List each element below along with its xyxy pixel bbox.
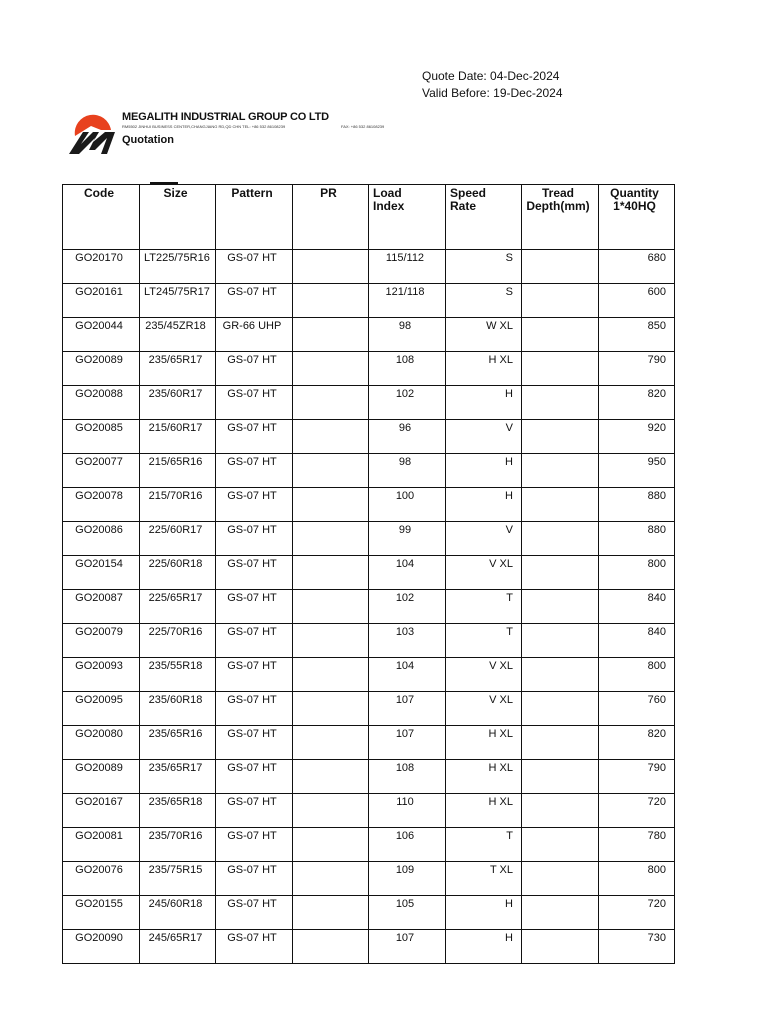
cell-pr <box>293 828 369 862</box>
cell-pr <box>293 556 369 590</box>
cell-pr <box>293 522 369 556</box>
cell-pattern: GS-07 HT <box>216 760 293 794</box>
cell-load-index: 107 <box>369 692 446 726</box>
cell-pattern: GS-07 HT <box>216 352 293 386</box>
company-address: RM5502 JINHUI BUSINESS CENTER,CHANGJIANG RD,QD CHN TEL: +86 532 86108239 <box>122 124 286 129</box>
cell-size: 235/60R17 <box>140 386 216 420</box>
quotation-table <box>62 184 675 964</box>
cell-load-index: 102 <box>369 590 446 624</box>
cell-size: 235/65R17 <box>140 352 216 386</box>
cell-pr <box>293 488 369 522</box>
cell-tread-depth <box>522 488 599 522</box>
cell-quantity: 800 <box>599 556 675 590</box>
cell-quantity: 880 <box>599 488 675 522</box>
cell-tread-depth <box>522 692 599 726</box>
cell-load-index: 99 <box>369 522 446 556</box>
cell-size: 225/60R18 <box>140 556 216 590</box>
cell-code: GO20095 <box>63 692 140 726</box>
cell-code: GO20170 <box>63 250 140 284</box>
cell-speed-rate: S <box>446 250 522 284</box>
cell-pattern: GS-07 HT <box>216 624 293 658</box>
header-load-index: Load Index <box>369 185 446 250</box>
cell-size: 225/60R17 <box>140 522 216 556</box>
cell-pattern: GS-07 HT <box>216 862 293 896</box>
table-row <box>63 420 675 454</box>
table-row <box>63 624 675 658</box>
cell-pattern: GS-07 HT <box>216 522 293 556</box>
cell-speed-rate: T XL <box>446 862 522 896</box>
cell-quantity: 720 <box>599 896 675 930</box>
cell-pr <box>293 794 369 828</box>
cell-speed-rate: V XL <box>446 556 522 590</box>
cell-size: 215/60R17 <box>140 420 216 454</box>
cell-load-index: 105 <box>369 896 446 930</box>
cell-code: GO20080 <box>63 726 140 760</box>
cell-tread-depth <box>522 726 599 760</box>
table-row <box>63 352 675 386</box>
cell-tread-depth <box>522 828 599 862</box>
cell-load-index: 109 <box>369 862 446 896</box>
header-speed-rate: Speed Rate <box>446 185 522 250</box>
cell-pattern: GS-07 HT <box>216 658 293 692</box>
cell-tread-depth <box>522 590 599 624</box>
cell-pr <box>293 318 369 352</box>
cell-tread-depth <box>522 420 599 454</box>
cell-pattern: GS-07 HT <box>216 250 293 284</box>
megalith-logo-icon <box>67 114 119 156</box>
cell-speed-rate: H XL <box>446 352 522 386</box>
cell-load-index: 106 <box>369 828 446 862</box>
table-row <box>63 692 675 726</box>
table-row <box>63 760 675 794</box>
cell-speed-rate: H <box>446 896 522 930</box>
cell-pattern: GS-07 HT <box>216 556 293 590</box>
cell-quantity: 790 <box>599 760 675 794</box>
cell-size: 235/75R15 <box>140 862 216 896</box>
cell-tread-depth <box>522 930 599 964</box>
cell-size: 235/65R16 <box>140 726 216 760</box>
cell-pattern: GS-07 HT <box>216 930 293 964</box>
cell-load-index: 121/118 <box>369 284 446 318</box>
valid-before-date: Valid Before: 19-Dec-2024 <box>422 86 563 100</box>
cell-tread-depth <box>522 896 599 930</box>
cell-size: 245/60R18 <box>140 896 216 930</box>
cell-tread-depth <box>522 658 599 692</box>
table-row <box>63 522 675 556</box>
table-row <box>63 930 675 964</box>
cell-code: GO20086 <box>63 522 140 556</box>
cell-load-index: 110 <box>369 794 446 828</box>
cell-load-index: 100 <box>369 488 446 522</box>
cell-quantity: 730 <box>599 930 675 964</box>
header-pr: PR <box>293 185 369 250</box>
table-row <box>63 284 675 318</box>
cell-code: GO20161 <box>63 284 140 318</box>
cell-tread-depth <box>522 624 599 658</box>
cell-quantity: 790 <box>599 352 675 386</box>
cell-code: GO20078 <box>63 488 140 522</box>
cell-code: GO20044 <box>63 318 140 352</box>
cell-load-index: 98 <box>369 454 446 488</box>
cell-pattern: GS-07 HT <box>216 896 293 930</box>
table-row <box>63 726 675 760</box>
cell-code: GO20089 <box>63 760 140 794</box>
cell-quantity: 880 <box>599 522 675 556</box>
cell-pattern: GS-07 HT <box>216 726 293 760</box>
cell-speed-rate: V <box>446 420 522 454</box>
cell-code: GO20079 <box>63 624 140 658</box>
cell-tread-depth <box>522 794 599 828</box>
cell-pr <box>293 250 369 284</box>
table-row <box>63 488 675 522</box>
cell-load-index: 102 <box>369 386 446 420</box>
cell-pattern: GS-07 HT <box>216 386 293 420</box>
cell-code: GO20093 <box>63 658 140 692</box>
cell-tread-depth <box>522 386 599 420</box>
table-row <box>63 318 675 352</box>
cell-speed-rate: T <box>446 828 522 862</box>
cell-pr <box>293 386 369 420</box>
cell-pr <box>293 352 369 386</box>
cell-quantity: 840 <box>599 590 675 624</box>
cell-speed-rate: H <box>446 930 522 964</box>
cell-pr <box>293 420 369 454</box>
cell-pattern: GS-07 HT <box>216 454 293 488</box>
cell-pattern: GS-07 HT <box>216 488 293 522</box>
cell-quantity: 780 <box>599 828 675 862</box>
cell-pattern: GS-07 HT <box>216 590 293 624</box>
cell-speed-rate: V <box>446 522 522 556</box>
cell-pr <box>293 726 369 760</box>
cell-load-index: 96 <box>369 420 446 454</box>
cell-tread-depth <box>522 454 599 488</box>
quote-date: Quote Date: 04-Dec-2024 <box>422 69 560 83</box>
table-row <box>63 556 675 590</box>
cell-pattern: GS-07 HT <box>216 284 293 318</box>
cell-size: LT245/75R17 <box>140 284 216 318</box>
cell-pattern: GR-66 UHP <box>216 318 293 352</box>
cell-tread-depth <box>522 250 599 284</box>
cell-tread-depth <box>522 318 599 352</box>
cell-load-index: 107 <box>369 726 446 760</box>
header-quantity: Quantity 1*40HQ <box>599 185 675 250</box>
cell-speed-rate: S <box>446 284 522 318</box>
cell-pr <box>293 760 369 794</box>
cell-load-index: 107 <box>369 930 446 964</box>
cell-speed-rate: H <box>446 386 522 420</box>
header-code: Code <box>63 185 140 250</box>
cell-quantity: 850 <box>599 318 675 352</box>
cell-size: 235/65R17 <box>140 760 216 794</box>
table-body <box>63 250 675 964</box>
cell-size: 215/65R16 <box>140 454 216 488</box>
cell-tread-depth <box>522 862 599 896</box>
cell-load-index: 103 <box>369 624 446 658</box>
cell-quantity: 800 <box>599 862 675 896</box>
document-title: Quotation <box>122 134 174 146</box>
cell-size: 225/70R16 <box>140 624 216 658</box>
table-row <box>63 658 675 692</box>
cell-pr <box>293 590 369 624</box>
cell-size: 235/55R18 <box>140 658 216 692</box>
cell-load-index: 104 <box>369 556 446 590</box>
cell-load-index: 108 <box>369 760 446 794</box>
cell-pattern: GS-07 HT <box>216 692 293 726</box>
table-row <box>63 386 675 420</box>
cell-pr <box>293 896 369 930</box>
cell-pr <box>293 284 369 318</box>
cell-speed-rate: H <box>446 454 522 488</box>
table-row <box>63 590 675 624</box>
cell-size: 235/65R18 <box>140 794 216 828</box>
cell-code: GO20085 <box>63 420 140 454</box>
header-size: Size <box>140 185 216 250</box>
company-name: MEGALITH INDUSTRIAL GROUP CO LTD <box>122 111 329 123</box>
cell-load-index: 104 <box>369 658 446 692</box>
cell-size: 235/60R18 <box>140 692 216 726</box>
cell-pattern: GS-07 HT <box>216 420 293 454</box>
table-row <box>63 794 675 828</box>
cell-speed-rate: H XL <box>446 726 522 760</box>
cell-quantity: 840 <box>599 624 675 658</box>
cell-size: LT225/75R16 <box>140 250 216 284</box>
cell-code: GO20155 <box>63 896 140 930</box>
cell-speed-rate: T <box>446 590 522 624</box>
cell-load-index: 98 <box>369 318 446 352</box>
cell-pr <box>293 692 369 726</box>
cell-code: GO20090 <box>63 930 140 964</box>
cell-quantity: 800 <box>599 658 675 692</box>
cell-quantity: 820 <box>599 726 675 760</box>
cell-quantity: 820 <box>599 386 675 420</box>
cell-pr <box>293 658 369 692</box>
cell-pr <box>293 454 369 488</box>
cell-quantity: 920 <box>599 420 675 454</box>
cell-pattern: GS-07 HT <box>216 828 293 862</box>
cell-load-index: 108 <box>369 352 446 386</box>
cell-tread-depth <box>522 284 599 318</box>
cell-speed-rate: V XL <box>446 692 522 726</box>
table-header-row <box>63 185 675 250</box>
cell-tread-depth <box>522 352 599 386</box>
cell-size: 245/65R17 <box>140 930 216 964</box>
cell-pr <box>293 624 369 658</box>
cell-tread-depth <box>522 556 599 590</box>
cell-quantity: 680 <box>599 250 675 284</box>
cell-code: GO20088 <box>63 386 140 420</box>
cell-code: GO20167 <box>63 794 140 828</box>
cell-speed-rate: T <box>446 624 522 658</box>
cell-code: GO20077 <box>63 454 140 488</box>
cell-load-index: 115/112 <box>369 250 446 284</box>
cell-speed-rate: H <box>446 488 522 522</box>
table-row <box>63 896 675 930</box>
cell-size: 225/65R17 <box>140 590 216 624</box>
cell-speed-rate: H XL <box>446 794 522 828</box>
cell-pr <box>293 862 369 896</box>
cell-quantity: 600 <box>599 284 675 318</box>
cell-size: 235/70R16 <box>140 828 216 862</box>
cell-pr <box>293 930 369 964</box>
table-row <box>63 250 675 284</box>
cell-tread-depth <box>522 522 599 556</box>
table-row <box>63 862 675 896</box>
cell-tread-depth <box>522 760 599 794</box>
table-row <box>63 454 675 488</box>
cell-speed-rate: V XL <box>446 658 522 692</box>
cell-quantity: 720 <box>599 794 675 828</box>
cell-code: GO20081 <box>63 828 140 862</box>
cell-code: GO20154 <box>63 556 140 590</box>
cell-code: GO20089 <box>63 352 140 386</box>
table-row <box>63 828 675 862</box>
quote-info <box>422 68 563 102</box>
cell-size: 215/70R16 <box>140 488 216 522</box>
cell-pattern: GS-07 HT <box>216 794 293 828</box>
company-fax: FAX: +86 532 86108239 <box>341 124 385 129</box>
cell-quantity: 950 <box>599 454 675 488</box>
header-tread-depth: Tread Depth(mm) <box>522 185 599 250</box>
cell-code: GO20076 <box>63 862 140 896</box>
cell-speed-rate: W XL <box>446 318 522 352</box>
cell-speed-rate: H XL <box>446 760 522 794</box>
cell-code: GO20087 <box>63 590 140 624</box>
cell-quantity: 760 <box>599 692 675 726</box>
header-pattern: Pattern <box>216 185 293 250</box>
cell-size: 235/45ZR18 <box>140 318 216 352</box>
